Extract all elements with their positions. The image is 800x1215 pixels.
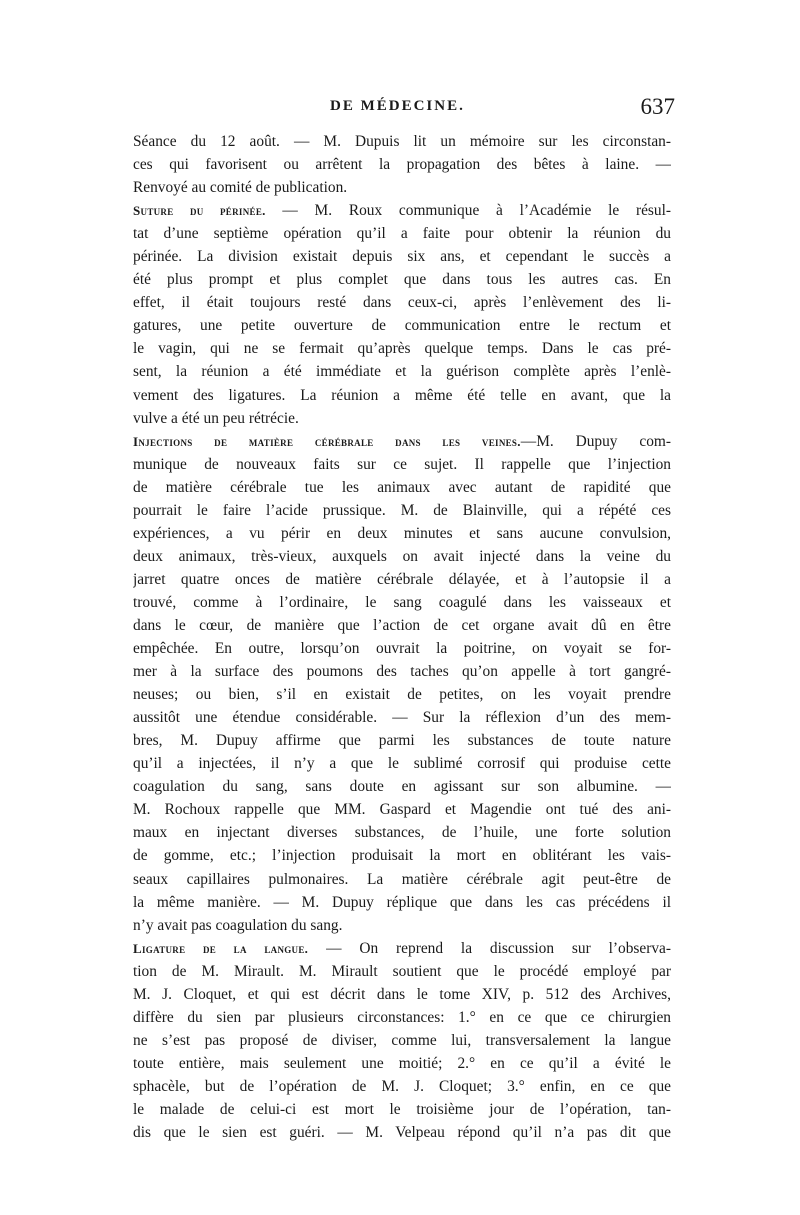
section-heading: Ligature de la langue. bbox=[133, 940, 309, 956]
page-number: 637 bbox=[640, 94, 675, 119]
text-line bbox=[133, 176, 671, 199]
line-text: diffère du sien par plusieurs circonstances: 1.° en ce que ce chirurgien bbox=[133, 1008, 671, 1026]
text-line bbox=[133, 844, 671, 867]
line-text: vement des ligatures. La réunion a même été telle en avant, que la bbox=[133, 386, 671, 404]
line-text: de gomme, etc.; l’injection produisait la mort en oblitérant les vais- bbox=[133, 847, 671, 865]
line-text: été plus prompt et plus complet que dans tous les autres cas. En bbox=[133, 271, 671, 289]
line-text: M. Rochoux rappelle que MM. Gaspard et Magendie ont tué des ani- bbox=[133, 801, 671, 819]
line-text: neuses; ou bien, s’il en existait de petites, on les voyait prendre bbox=[133, 686, 671, 704]
line-text: mer à la surface des poumons des taches qu’on appelle à tort gangré- bbox=[133, 663, 671, 681]
text-line bbox=[133, 360, 671, 383]
text-line bbox=[133, 314, 671, 337]
text-line bbox=[133, 568, 671, 591]
line-text: seaux capillaires pulmonaires. La matière cérébrale agit peut-être de bbox=[133, 870, 671, 888]
line-text: Renvoyé au comité de publication. bbox=[133, 179, 348, 197]
line-text: maux en injectant diverses substances, de l’huile, une forte solution bbox=[133, 824, 671, 842]
line-text: dans le cœur, de manière que l’action de cet organe avait dû en être bbox=[133, 616, 671, 634]
text-line bbox=[133, 960, 671, 983]
line-text: — On reprend la discussion sur l’observa- bbox=[308, 939, 671, 957]
text-line bbox=[133, 614, 671, 637]
text-line bbox=[133, 130, 671, 153]
text-line bbox=[133, 775, 671, 798]
line-text: dis que le sien est guéri. — M. Velpeau répond qu’il n’a pas dit que bbox=[133, 1124, 671, 1142]
text-line bbox=[133, 153, 671, 176]
text-line bbox=[133, 706, 671, 729]
line-text: qu’il a injectées, il n’y a que le sublimé corrosif qui produise cette bbox=[133, 755, 671, 773]
line-text: bres, M. Dupuy affirme que parmi les substances de toute nature bbox=[133, 732, 671, 750]
text-line bbox=[133, 891, 671, 914]
line-text: aussitôt une étendue considérable. — Sur la réflexion d’un des mem- bbox=[133, 709, 671, 727]
line-text: gatures, une petite ouverture de communication entre le rectum et bbox=[133, 317, 671, 335]
line-text: effet, il était toujours resté dans ceux-ci, après l’enlèvement des li- bbox=[133, 294, 671, 312]
text-line bbox=[133, 199, 671, 222]
text-line bbox=[133, 752, 671, 775]
text-line bbox=[133, 430, 671, 453]
line-text: vulve a été un peu rétrécie. bbox=[133, 409, 299, 427]
text-line bbox=[133, 914, 671, 937]
section-heading: Injections de matière cérébrale dans les veines. bbox=[133, 433, 521, 449]
text-line bbox=[133, 1075, 671, 1098]
text-line bbox=[133, 407, 671, 430]
line-text: n’y avait pas coagulation du sang. bbox=[133, 916, 343, 934]
line-text: munique de nouveaux faits sur ce sujet. Il rappelle que l’injection bbox=[133, 455, 671, 473]
line-text: de matière cérébrale tue les animaux avec autant de rapidité que bbox=[133, 478, 671, 496]
text-line bbox=[133, 545, 671, 568]
line-text: pourrait le faire l’acide prussique. M. de Blainville, qui a répété ces bbox=[133, 501, 671, 519]
text-line bbox=[133, 522, 671, 545]
line-text: ne s’est pas proposé de diviser, comme lui, transversalement la langue bbox=[133, 1031, 671, 1049]
text-line bbox=[133, 1029, 671, 1052]
text-line bbox=[133, 1052, 671, 1075]
running-title: DE MÉDECINE. bbox=[330, 98, 465, 114]
text-line bbox=[133, 868, 671, 891]
text-line bbox=[133, 268, 671, 291]
text-line bbox=[133, 384, 671, 407]
text-line bbox=[133, 660, 671, 683]
text-line bbox=[133, 1121, 671, 1144]
line-text: coagulation du sang, sans doute en agissant sur son albumine. — bbox=[133, 778, 671, 796]
text-line bbox=[133, 1098, 671, 1121]
text-line bbox=[133, 222, 671, 245]
line-text: périnée. La division existait depuis six ans, et cependant le succès a bbox=[133, 248, 671, 266]
line-text: Séance du 12 août. — M. Dupuis lit un mémoire sur les circonstan- bbox=[133, 133, 671, 150]
text-line bbox=[133, 937, 671, 960]
text-line bbox=[133, 291, 671, 314]
line-text: M. J. Cloquet, et qui est décrit dans le tome XIV, p. 512 des Archives, bbox=[133, 985, 671, 1003]
text-line bbox=[133, 499, 671, 522]
line-text: empêchée. En outre, lorsqu’on ouvrait la poitrine, on voyait se for- bbox=[133, 640, 671, 658]
text-line bbox=[133, 683, 671, 706]
text-line bbox=[133, 798, 671, 821]
line-text: toute entière, mais seulement une moitié; 2.° en ce qu’il a évité le bbox=[133, 1054, 671, 1072]
line-text: sent, la réunion a été immédiate et la guérison complète après l’enlè- bbox=[133, 363, 671, 381]
text-line bbox=[133, 337, 671, 360]
line-text: tat d’une septième opération qu’il a faite pour obtenir la réunion du bbox=[133, 225, 671, 243]
line-text: — M. Roux communique à l’Académie le résul- bbox=[265, 202, 671, 220]
text-line bbox=[133, 821, 671, 844]
line-text: sphacèle, but de l’opération de M. J. Cloquet; 3.° enfin, en ce que bbox=[133, 1077, 671, 1095]
line-text: deux animaux, très-vieux, auxquels on avait injecté dans la veine du bbox=[133, 547, 671, 565]
text-line bbox=[133, 245, 671, 268]
section-heading: Suture du périnée. bbox=[133, 203, 266, 219]
line-text: jarret quatre onces de matière cérébrale délayée, et à l’autopsie il a bbox=[133, 570, 671, 588]
line-text: le vagin, qui ne se fermait qu’après quelque temps. Dans le cas pré- bbox=[133, 340, 671, 358]
page-body bbox=[133, 130, 671, 1144]
text-line bbox=[133, 729, 671, 752]
line-text: la même manière. — M. Dupuy réplique que dans les cas précédens il bbox=[133, 893, 671, 911]
text-line bbox=[133, 476, 671, 499]
line-text: expériences, a vu périr en deux minutes et sans aucune convulsion, bbox=[133, 524, 671, 542]
line-text: trouvé, comme à l’ordinaire, le sang coagulé dans les vaisseaux et bbox=[133, 593, 671, 611]
text-line bbox=[133, 453, 671, 476]
text-line bbox=[133, 1006, 671, 1029]
line-text: tion de M. Mirault. M. Mirault soutient que le procédé employé par bbox=[133, 962, 671, 980]
line-text: le malade de celui-ci est mort le troisième jour de l’opération, tan- bbox=[133, 1100, 671, 1118]
text-line bbox=[133, 637, 671, 660]
text-line bbox=[133, 591, 671, 614]
line-text: —M. Dupuy com- bbox=[520, 432, 671, 450]
page-header bbox=[130, 94, 675, 124]
text-line bbox=[133, 983, 671, 1006]
line-text: ces qui favorisent ou arrêtent la propagation des bêtes à laine. — bbox=[133, 156, 671, 174]
